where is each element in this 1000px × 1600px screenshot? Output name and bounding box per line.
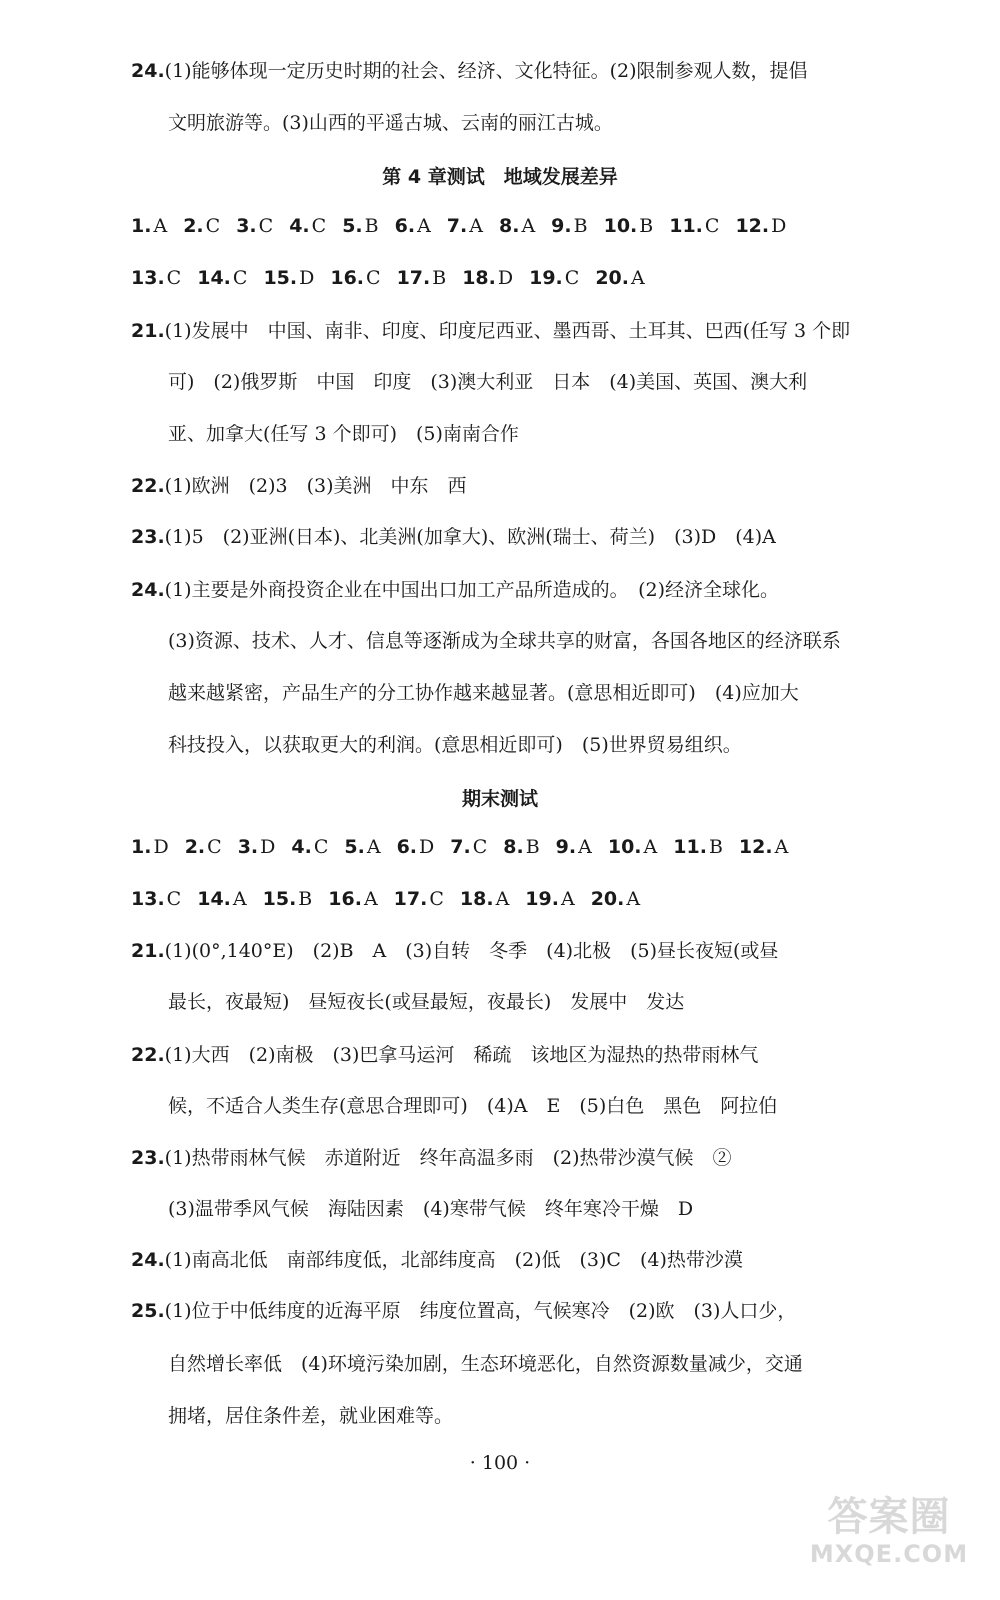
answer-letter: B — [298, 888, 313, 910]
question-number: 4. — [289, 215, 310, 237]
mc-answer-item — [131, 213, 167, 239]
answer-letter: A — [521, 215, 536, 237]
answer-25 — [131, 1298, 821, 1324]
answer-line: (1)大西 (2)南极 (3)巴拿马运河 稀疏 该地区为湿热的热带雨林气 — [164, 1044, 759, 1066]
question-number: 21. — [131, 940, 165, 962]
answer-line: (1)主要是外商投资企业在中国出口加工产品所造成的。 (2)经济全球化。 — [164, 579, 780, 601]
mc-answer-item — [551, 213, 587, 239]
mc-answer-item — [263, 265, 314, 291]
question-number: 5. — [342, 215, 363, 237]
answer-24 — [131, 1247, 821, 1273]
answer-letter: C — [311, 215, 327, 237]
answer-line: (1)热带雨林气候 赤道附近 终年高温多雨 (2)热带沙漠气候 ② — [164, 1147, 732, 1169]
answer-letter: A — [631, 267, 645, 289]
answer-22 — [131, 473, 821, 499]
question-number: 11. — [673, 836, 707, 858]
answer-letter: A — [366, 836, 381, 858]
answer-letter: B — [573, 215, 588, 237]
mc-answer-item — [131, 834, 169, 860]
answer-line: 候，不适合人类生存(意思合理即可) (4)A E (5)白色 黑色 阿拉伯 — [168, 1095, 778, 1117]
answer-letter: C — [704, 215, 720, 237]
mc-answer-item — [397, 834, 435, 860]
answer-letter: C — [313, 836, 329, 858]
answer-letter: C — [232, 267, 248, 289]
mc-answers-row — [131, 886, 656, 912]
question-number: 12. — [738, 836, 773, 858]
question-number: 4. — [291, 836, 312, 858]
answer-letter: C — [429, 888, 444, 910]
answer-letter: A — [578, 836, 592, 858]
question-number: 10. — [603, 215, 638, 237]
question-number: 23. — [131, 1147, 165, 1169]
answer-letter: B — [364, 215, 379, 237]
answer-24-top — [131, 58, 821, 84]
answer-line: (1)南高北低 南部纬度低，北部纬度高 (2)低 (3)C (4)热带沙漠 — [164, 1249, 743, 1271]
answer-letter: C — [472, 836, 488, 858]
answer-line: (1)欧洲 (2)3 (3)美洲 中东 西 — [164, 475, 467, 497]
mc-answer-item — [673, 834, 723, 860]
mc-answer-item — [131, 886, 181, 912]
answer-letter: C — [166, 267, 182, 289]
mc-answer-item — [525, 886, 574, 912]
answer-letter: A — [363, 888, 378, 910]
section-heading-final: 期末测试 — [461, 788, 538, 810]
question-number: 9. — [551, 215, 572, 237]
answer-line: 自然增长率低 (4)环境污染加剧，生态环境恶化，自然资源数量减少，交通 — [168, 1353, 803, 1375]
answer-letter: D — [153, 836, 169, 858]
watermark-url: MXQE.COM — [809, 1540, 969, 1568]
question-number: 1. — [131, 836, 152, 858]
answer-line: (3)温带季风气候 海陆因素 (4)寒带气候 终年寒冷干燥 D — [168, 1198, 694, 1220]
mc-answer-item — [503, 834, 539, 860]
mc-answer-item — [238, 834, 276, 860]
question-number: 7. — [450, 836, 471, 858]
mc-answer-item — [450, 834, 487, 860]
question-number: 19. — [525, 888, 559, 910]
question-number: 17. — [393, 888, 428, 910]
answer-letter: A — [153, 215, 168, 237]
question-number: 14. — [197, 888, 231, 910]
answer-letter: A — [417, 215, 431, 237]
answer-letter: B — [525, 836, 540, 858]
answer-letter: D — [260, 836, 276, 858]
answer-line: 越来越紧密，产品生产的分工协作越来越显著。(意思相近即可) (4)应加大 — [168, 682, 799, 704]
answer-21 — [131, 318, 851, 344]
answer-line: 拥堵，居住条件差，就业困难等。 — [168, 1405, 454, 1427]
mc-answer-item — [183, 213, 220, 239]
answer-22 — [131, 1042, 821, 1068]
answer-line: 最长，夜最短) 昼短夜长(或昼最短，夜最长) 发展中 发达 — [168, 991, 685, 1013]
answer-letter: C — [564, 267, 580, 289]
question-number: 10. — [607, 836, 642, 858]
answer-letter: A — [643, 836, 658, 858]
answer-24 — [131, 577, 821, 603]
question-number: 24. — [131, 60, 165, 82]
answer-letter: A — [469, 215, 483, 237]
answer-letter: A — [560, 888, 575, 910]
mc-answer-item — [529, 265, 579, 291]
question-number: 18. — [462, 267, 496, 289]
answer-line: 可) (2)俄罗斯 中国 印度 (3)澳大利亚 日本 (4)美国、英国、澳大利 — [168, 371, 808, 393]
question-number: 9. — [555, 836, 577, 858]
answer-letter: B — [639, 215, 654, 237]
answer-letter: B — [708, 836, 723, 858]
mc-answer-item — [447, 213, 483, 239]
question-number: 5. — [344, 836, 365, 858]
question-number: 19. — [529, 267, 563, 289]
question-number: 22. — [131, 1044, 165, 1066]
mc-answer-item — [735, 213, 786, 239]
mc-answer-item — [608, 834, 657, 860]
mc-answer-item — [397, 265, 447, 291]
answer-letter: A — [626, 888, 641, 910]
answer-letter: D — [497, 267, 514, 289]
question-number: 20. — [590, 888, 625, 910]
mc-answer-item — [131, 265, 181, 291]
answer-line: (1)5 (2)亚洲(日本)、北美洲(加拿大)、欧洲(瑞士、荷兰) (3)D (4)A — [164, 526, 776, 548]
section-heading-chapter4: 第 4 章测试 地域发展差异 — [382, 166, 618, 188]
question-number: 24. — [131, 1249, 165, 1271]
mc-answer-item — [499, 213, 535, 239]
watermark-logo-text: 答案圈 — [827, 1494, 951, 1540]
mc-answer-item — [185, 834, 222, 860]
question-number: 11. — [669, 215, 703, 237]
mc-answer-item — [556, 834, 592, 860]
answer-23 — [131, 524, 821, 550]
answer-line: 文明旅游等。(3)山西的平遥古城、云南的丽江古城。 — [168, 112, 613, 134]
answer-letter: A — [495, 888, 510, 910]
mc-answer-item — [604, 213, 654, 239]
mc-answer-item — [291, 834, 328, 860]
question-number: 3. — [236, 215, 257, 237]
answer-21 — [131, 938, 821, 964]
answer-letter: A — [232, 888, 247, 910]
answer-line: (1)(0°,140°E) (2)B A (3)自转 冬季 (4)北极 (5)昼长夜短(或昼 — [164, 940, 779, 962]
question-number: 20. — [595, 267, 629, 289]
mc-answer-item — [595, 265, 644, 291]
answer-line: (1)位于中低纬度的近海平原 纬度位置高，气候寒冷 (2)欧 (3)人口少， — [164, 1300, 797, 1322]
question-number: 7. — [446, 215, 468, 237]
question-number: 1. — [131, 215, 152, 237]
answer-letter: C — [258, 215, 274, 237]
question-number: 18. — [459, 888, 494, 910]
answer-letter: D — [299, 267, 315, 289]
watermark-logo — [804, 1494, 974, 1574]
mc-answers-row — [131, 213, 802, 239]
question-number: 13. — [131, 267, 165, 289]
question-number: 8. — [503, 836, 524, 858]
question-number: 17. — [396, 267, 431, 289]
answer-23 — [131, 1145, 821, 1171]
question-number: 24. — [131, 579, 165, 601]
question-number: 13. — [131, 888, 165, 910]
answer-letter: C — [166, 888, 182, 910]
answer-letter: C — [205, 215, 221, 237]
mc-answer-item — [669, 213, 719, 239]
question-number: 6. — [394, 215, 416, 237]
mc-answer-item — [344, 834, 380, 860]
question-number: 2. — [184, 836, 206, 858]
question-number: 23. — [131, 526, 165, 548]
mc-answer-item — [263, 886, 313, 912]
answer-line: 科技投入，以获取更大的利润。(意思相近即可) (5)世界贸易组织。 — [168, 734, 742, 756]
mc-answer-item — [197, 265, 247, 291]
answer-letter: C — [207, 836, 222, 858]
answer-letter: D — [419, 836, 435, 858]
question-number: 16. — [328, 888, 362, 910]
mc-answer-item — [462, 265, 513, 291]
mc-answer-item — [394, 886, 444, 912]
answer-line: (1)能够体现一定历史时期的社会、经济、文化特征。(2)限制参观人数，提倡 — [164, 60, 808, 82]
answer-line: 亚、加拿大(任写 3 个即可) (5)南南合作 — [168, 423, 519, 445]
question-number: 25. — [131, 1300, 165, 1322]
question-number: 22. — [131, 475, 165, 497]
mc-answer-item — [328, 886, 377, 912]
answer-letter: B — [432, 267, 447, 289]
question-number: 12. — [735, 215, 770, 237]
question-number: 3. — [237, 836, 259, 858]
question-number: 2. — [183, 215, 204, 237]
mc-answer-item — [395, 213, 431, 239]
question-number: 8. — [498, 215, 520, 237]
answer-letter: D — [771, 215, 787, 237]
mc-answer-item — [330, 265, 380, 291]
answer-letter: A — [774, 836, 789, 858]
question-number: 15. — [263, 267, 298, 289]
mc-answer-item — [289, 213, 326, 239]
answer-line: (3)资源、技术、人才、信息等逐渐成为全球共享的财富，各国各地区的经济联系 — [168, 630, 841, 652]
mc-answer-item — [591, 886, 640, 912]
answer-line: (1)发展中 中国、南非、印度、印度尼西亚、墨西哥、土耳其、巴西(任写 3 个即 — [164, 320, 851, 342]
mc-answer-item — [197, 886, 246, 912]
mc-answers-row — [131, 265, 661, 291]
question-number: 6. — [396, 836, 418, 858]
question-number: 15. — [262, 888, 297, 910]
question-number: 16. — [330, 267, 365, 289]
question-number: 14. — [197, 267, 231, 289]
mc-answer-item — [236, 213, 273, 239]
mc-answer-item — [739, 834, 788, 860]
page-number: · 100 · — [469, 1452, 531, 1474]
answer-letter: C — [366, 267, 381, 289]
mc-answer-item — [460, 886, 509, 912]
question-number: 21. — [131, 320, 165, 342]
mc-answers-row — [131, 834, 804, 860]
mc-answer-item — [342, 213, 378, 239]
